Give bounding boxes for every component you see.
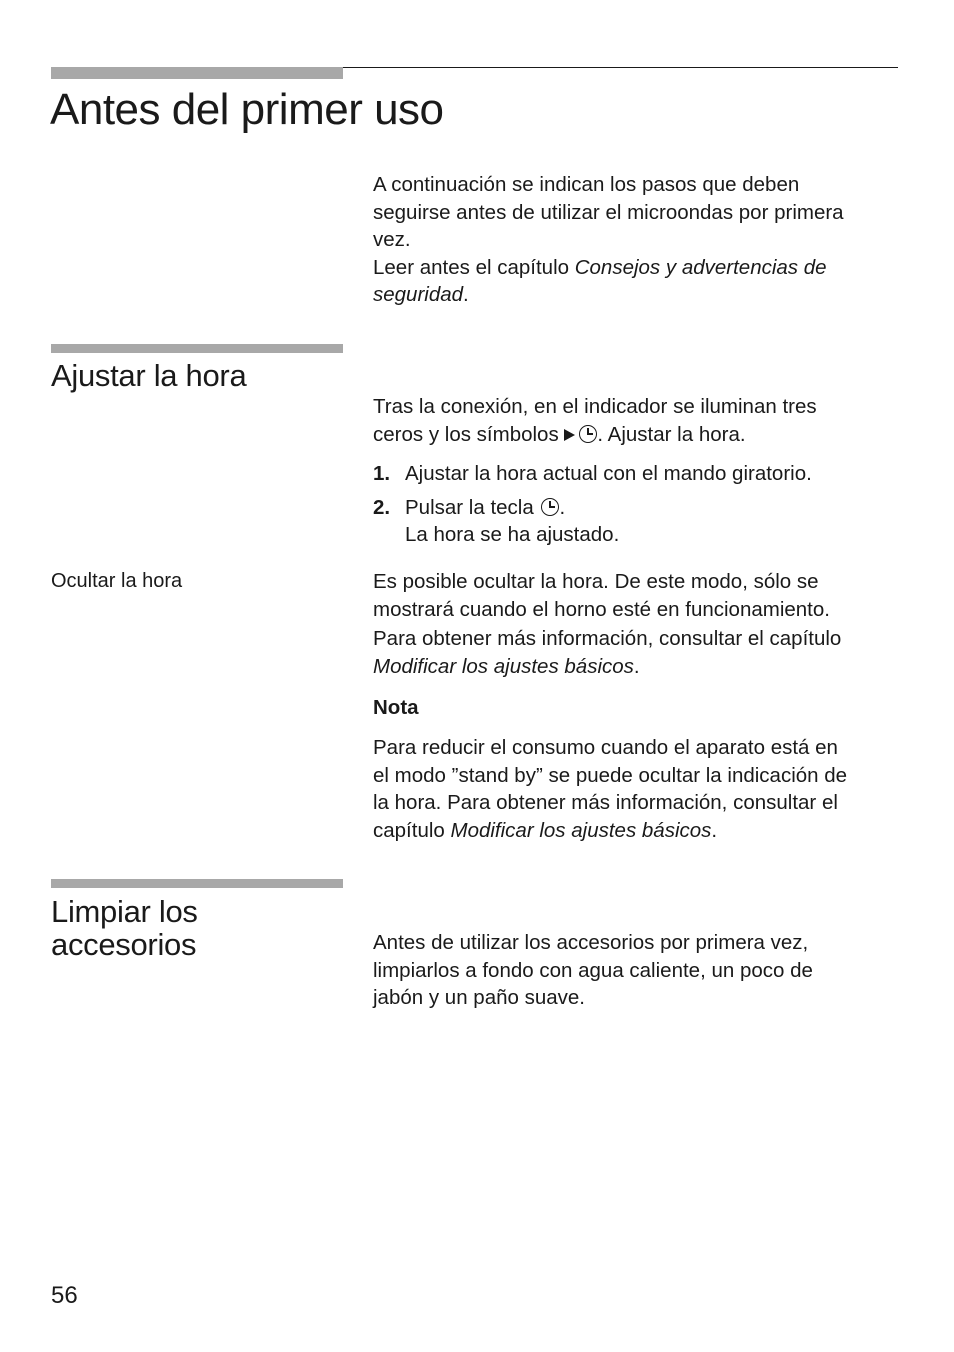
ajustar-paragraph: Tras la conexión, en el indicador se iluminan tres ceros y los símbolos . Ajustar la hora. xyxy=(373,395,817,446)
list-item xyxy=(373,460,898,488)
step-number: 1. xyxy=(373,462,391,485)
intro-line: Leer antes el capítulo Consejos y advertencias de xyxy=(373,255,827,279)
section-bar-limpiar xyxy=(51,879,343,888)
step-text: Pulsar la tecla . xyxy=(405,495,566,519)
list-item xyxy=(373,494,898,549)
chapter-reference: Consejos y advertencias de xyxy=(574,255,827,279)
step-text: Ajustar la hora actual con el mando giratorio. xyxy=(405,462,812,485)
intro-line: A continuación se indican los pasos que deben xyxy=(373,173,800,196)
step-result: La hora se ha ajustado. xyxy=(405,523,620,546)
title-bar-accent xyxy=(51,67,343,79)
intro-line: vez. xyxy=(373,228,411,251)
intro-line: seguridad. xyxy=(373,283,469,306)
chapter-reference: Modificar los ajustes básicos xyxy=(450,818,712,842)
play-icon xyxy=(564,429,575,441)
intro-paragraph xyxy=(373,171,898,309)
ajustar-steps xyxy=(373,460,898,549)
sidebar-label-ocultar: Ocultar la hora xyxy=(51,570,183,592)
title-rule xyxy=(343,67,898,68)
page-title: Antes del primer uso xyxy=(50,85,444,134)
section-heading-ajustar: Ajustar la hora xyxy=(51,358,247,393)
clock-icon xyxy=(579,425,597,443)
step-number: 2. xyxy=(373,495,391,519)
chapter-reference: Modificar los ajustes básicos xyxy=(373,654,634,678)
limpiar-paragraph: Antes de utilizar los accesorios por primera vez, limpiarlos a fondo con agua caliente, un poco de jabón y un paño suave. xyxy=(373,931,813,1009)
section-bar-ajustar xyxy=(51,344,343,353)
note-paragraph: Para reducir el consumo cuando el aparato está en el modo ”stand by” se puede ocultar la indicación de la hora. Para obtener más información, consultar el capítulo Modificar los ajustes básicos. xyxy=(373,736,848,842)
chapter-reference: seguridad xyxy=(373,283,464,306)
page-number: 56 xyxy=(51,1282,78,1309)
section-heading-limpiar: Limpiar los accesorios xyxy=(51,894,198,962)
ocultar-paragraph: Es posible ocultar la hora. De este modo, sólo se mostrará cuando el horno esté en funcionamiento. Para obtener más información, consultar el capítulo Modificar los ajustes básicos. xyxy=(373,570,842,678)
note-label: Nota xyxy=(373,696,419,719)
clock-icon xyxy=(541,498,559,516)
intro-line: seguirse antes de utilizar el microondas por primera xyxy=(373,200,844,224)
